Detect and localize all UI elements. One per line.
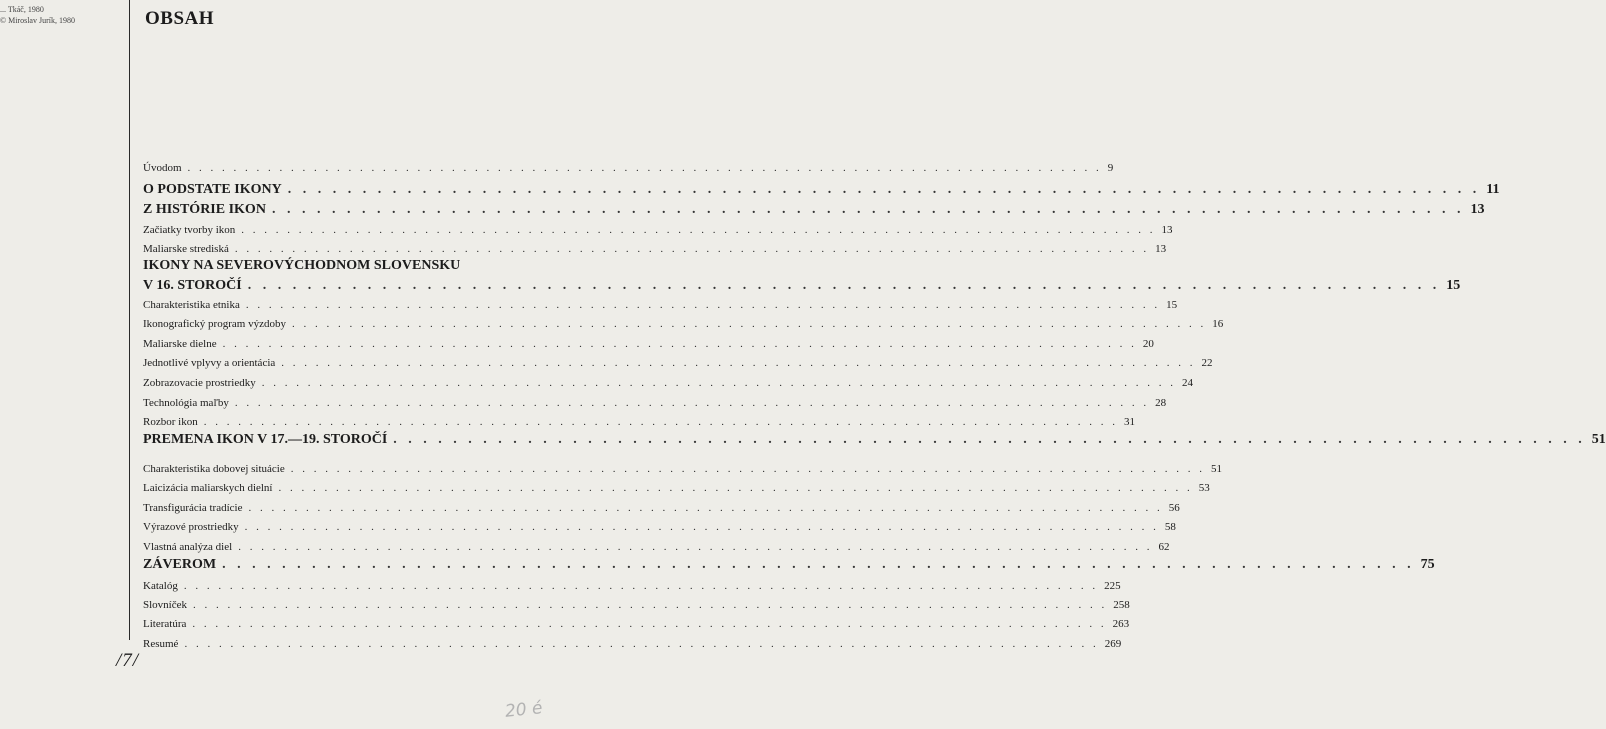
toc-entry-page: 13 [1155,243,1167,255]
toc-entry-page: 62 [1158,541,1170,553]
toc-leader-dots: . . . . . . . . . . . . . . . . . . . . . . . . . . . . . . . . . . . . . . . . . . . . . . . . . . . . . . . . . . . . . . . . . . . . . . . . . . . . . . . . [261,377,1176,389]
toc-entry-page: 56 [1168,502,1180,514]
toc-entry-label: Technológia maľby [143,397,229,409]
toc-entry [143,338,1154,350]
toc-entry [143,397,1167,409]
toc-entry-page: 9 [1107,162,1114,174]
toc-leader-dots: . . . . . . . . . . . . . . . . . . . . . . . . . . . . . . . . . . . . . . . . . . . . . . . . . . . . . . . . . . . . . . . . . . . . . . . . . . . . . . . . [203,416,1118,428]
toc-entry-label: Z HISTÓRIE IKON [143,202,266,217]
copyright-line-2: © Miroslav Jurík, 1980 [0,16,75,25]
toc-leader-dots: . . . . . . . . . . . . . . . . . . . . . . . . . . . . . . . . . . . . . . . . . . . . . . . . . . . . . . . . . . . . . . . . . . . . . . . . . . . . . . . . [184,638,1099,650]
toc-entry-label: Maliarske strediská [143,243,229,255]
toc-entry [143,416,1135,428]
toc-entry-page: 24 [1181,377,1193,389]
toc-leader-dots: . . . . . . . . . . . . . . . . . . . . . . . . . . . . . . . . . . . . . . . . . . . . . . . . . . . . . . . . . . . . . . . . . . . . . . . . . . . . . . . . [222,557,1415,572]
toc-entry [143,541,1170,553]
toc-leader-dots: . . . . . . . . . . . . . . . . . . . . . . . . . . . . . . . . . . . . . . . . . . . . . . . . . . . . . . . . . . . . . . . . . . . . . . . . . . . . . . . . [248,502,1163,514]
toc-leader-dots: . . . . . . . . . . . . . . . . . . . . . . . . . . . . . . . . . . . . . . . . . . . . . . . . . . . . . . . . . . . . . . . . . . . . . . . . . . . . . . . . [244,521,1159,533]
toc-leader-dots: . . . . . . . . . . . . . . . . . . . . . . . . . . . . . . . . . . . . . . . . . . . . . . . . . . . . . . . . . . . . . . . . . . . . . . . . . . . . . . . . [245,299,1161,311]
toc-entry-page: 75 [1420,557,1435,572]
toc-entry [143,243,1167,255]
toc-entry-label: V 16. STOROČÍ [143,278,242,293]
toc-entry [143,162,1114,174]
toc-heading-first-line: IKONY NA SEVEROVÝCHODNOM SLOVENSKU [143,258,461,273]
toc-leader-dots: . . . . . . . . . . . . . . . . . . . . . . . . . . . . . . . . . . . . . . . . . . . . . . . . . . . . . . . . . . . . . . . . . . . . . . . . . . . . . . . . [281,357,1196,369]
toc-entry-label: Rozbor ikon [143,416,198,428]
toc-entry-page: 258 [1113,599,1130,611]
toc-entry [143,182,1500,198]
toc-leader-dots: . . . . . . . . . . . . . . . . . . . . . . . . . . . . . . . . . . . . . . . . . . . . . . . . . . . . . . . . . . . . . . . . . . . . . . . . . . . . . . . . [183,580,1099,592]
toc-leader-dots: . . . . . . . . . . . . . . . . . . . . . . . . . . . . . . . . . . . . . . . . . . . . . . . . . . . . . . . . . . . . . . . . . . . . . . . . . . . . . . . . [234,397,1150,409]
toc-entry-page: 269 [1104,638,1122,650]
toc-leader-dots: . . . . . . . . . . . . . . . . . . . . . . . . . . . . . . . . . . . . . . . . . . . . . . . . . . . . . . . . . . . . . . . . . . . . . . . . . . . . . . . . [238,541,1153,553]
toc-entry-page: 263 [1112,618,1130,630]
toc-entry-label: O PODSTATE IKONY [143,182,282,197]
toc-entry-label: Zobrazovacie prostriedky [143,377,256,389]
toc-entry [143,377,1193,389]
toc-entry-page: 20 [1142,338,1154,350]
vertical-rule [129,0,130,640]
toc-entry-label: Katalóg [143,580,178,592]
toc-entry-label: Začiatky tvorby ikon [143,224,236,236]
toc-entry-label: Vlastná analýza diel [143,541,233,553]
toc-entry [143,318,1224,330]
toc-leader-dots: . . . . . . . . . . . . . . . . . . . . . . . . . . . . . . . . . . . . . . . . . . . . . . . . . . . . . . . . . . . . . . . . . . . . . . . . . . . . . . . . [222,338,1137,350]
toc-entry-page: 13 [1161,224,1173,236]
toc-entry-label: Laicizácia maliarskych dielní [143,482,273,494]
toc-entry-page: 15 [1446,278,1461,293]
toc-leader-dots: . . . . . . . . . . . . . . . . . . . . . . . . . . . . . . . . . . . . . . . . . . . . . . . . . . . . . . . . . . . . . . . . . . . . . . . . . . . . . . . . [241,224,1156,236]
copyright-notice [0,4,75,26]
toc-entry-page: 16 [1212,318,1224,330]
toc-entry [143,432,1606,448]
toc-entry-label: Maliarske dielne [143,338,217,350]
toc-leader-dots: . . . . . . . . . . . . . . . . . . . . . . . . . . . . . . . . . . . . . . . . . . . . . . . . . . . . . . . . . . . . . . . . . . . . . . . . . . . . . . . . [287,182,1481,197]
toc-entry [143,357,1213,369]
toc-entry-label: PREMENA IKON V 17.—19. STOROČÍ [143,432,388,447]
toc-entry [143,580,1121,592]
toc-entry [143,638,1122,650]
toc-leader-dots: . . . . . . . . . . . . . . . . . . . . . . . . . . . . . . . . . . . . . . . . . . . . . . . . . . . . . . . . . . . . . . . . . . . . . . . . . . . . . . . . [271,202,1465,217]
toc-entry-label: Slovníček [143,599,187,611]
toc-leader-dots: . . . . . . . . . . . . . . . . . . . . . . . . . . . . . . . . . . . . . . . . . . . . . . . . . . . . . . . . . . . . . . . . . . . . . . . . . . . . . . . . [290,463,1205,475]
toc-entry-label: Výrazové prostriedky [143,521,239,533]
toc-entry [143,202,1485,218]
copyright-line-1: ... Tkáč, 1980 [0,5,44,14]
toc-entry [143,599,1130,611]
toc-entry-page: 51 [1210,463,1222,475]
toc-leader-dots: . . . . . . . . . . . . . . . . . . . . . . . . . . . . . . . . . . . . . . . . . . . . . . . . . . . . . . . . . . . . . . . . . . . . . . . . . . . . . . . . [393,432,1586,447]
toc-entry-label: Charakteristika etnika [143,299,240,311]
toc-entry-label: ZÁVEROM [143,557,217,572]
toc-entry [143,224,1173,236]
toc-entry [143,618,1130,630]
page-number: /7/ [116,650,140,671]
page-title: OBSAH [145,8,215,29]
toc-entry-page: 22 [1201,357,1213,369]
toc-entry [143,278,1461,294]
toc-entry-page: 31 [1123,416,1135,428]
toc-entry-label: Ikonografický program výzdoby [143,318,286,330]
toc-entry-label: Resumé [143,638,179,650]
toc-leader-dots: . . . . . . . . . . . . . . . . . . . . . . . . . . . . . . . . . . . . . . . . . . . . . . . . . . . . . . . . . . . . . . . . . . . . . . . . . . . . . . . . [291,318,1207,330]
toc-entry-page: 11 [1486,182,1500,197]
toc-entry-page: 51 [1591,432,1606,447]
toc-entry [143,557,1435,573]
toc-entry-page: 58 [1164,521,1176,533]
toc-entry-page: 15 [1166,299,1178,311]
toc-leader-dots: . . . . . . . . . . . . . . . . . . . . . . . . . . . . . . . . . . . . . . . . . . . . . . . . . . . . . . . . . . . . . . . . . . . . . . . . . . . . . . . . [247,278,1441,293]
toc-entry-label: Jednotlivé vplyvy a orientácia [143,357,276,369]
toc-leader-dots: . . . . . . . . . . . . . . . . . . . . . . . . . . . . . . . . . . . . . . . . . . . . . . . . . . . . . . . . . . . . . . . . . . . . . . . . . . . . . . . . [234,243,1150,255]
toc-leader-dots: . . . . . . . . . . . . . . . . . . . . . . . . . . . . . . . . . . . . . . . . . . . . . . . . . . . . . . . . . . . . . . . . . . . . . . . . . . . . . . . . [187,162,1102,174]
toc-entry [143,299,1178,311]
toc-entry-label: Charakteristika dobovej situácie [143,463,285,475]
toc-leader-dots: . . . . . . . . . . . . . . . . . . . . . . . . . . . . . . . . . . . . . . . . . . . . . . . . . . . . . . . . . . . . . . . . . . . . . . . . . . . . . . . . [192,618,1107,630]
toc-entry-page: 13 [1470,202,1485,217]
toc-entry [143,521,1176,533]
pencil-note: 20 é [504,698,544,722]
toc-entry-page: 28 [1155,397,1167,409]
toc-entry-label: Literatúra [143,618,187,630]
toc-entry-label: Úvodom [143,162,182,174]
toc-leader-dots: . . . . . . . . . . . . . . . . . . . . . . . . . . . . . . . . . . . . . . . . . . . . . . . . . . . . . . . . . . . . . . . . . . . . . . . . . . . . . . . . [193,599,1108,611]
toc-entry-page: 225 [1104,580,1121,592]
toc-entry [143,463,1222,475]
toc-entry [143,502,1180,514]
toc-leader-dots: . . . . . . . . . . . . . . . . . . . . . . . . . . . . . . . . . . . . . . . . . . . . . . . . . . . . . . . . . . . . . . . . . . . . . . . . . . . . . . . . [278,482,1193,494]
toc-entry [143,482,1210,494]
toc-entry-label: Transfigurácia tradície [143,502,243,514]
toc-entry-page: 53 [1198,482,1210,494]
